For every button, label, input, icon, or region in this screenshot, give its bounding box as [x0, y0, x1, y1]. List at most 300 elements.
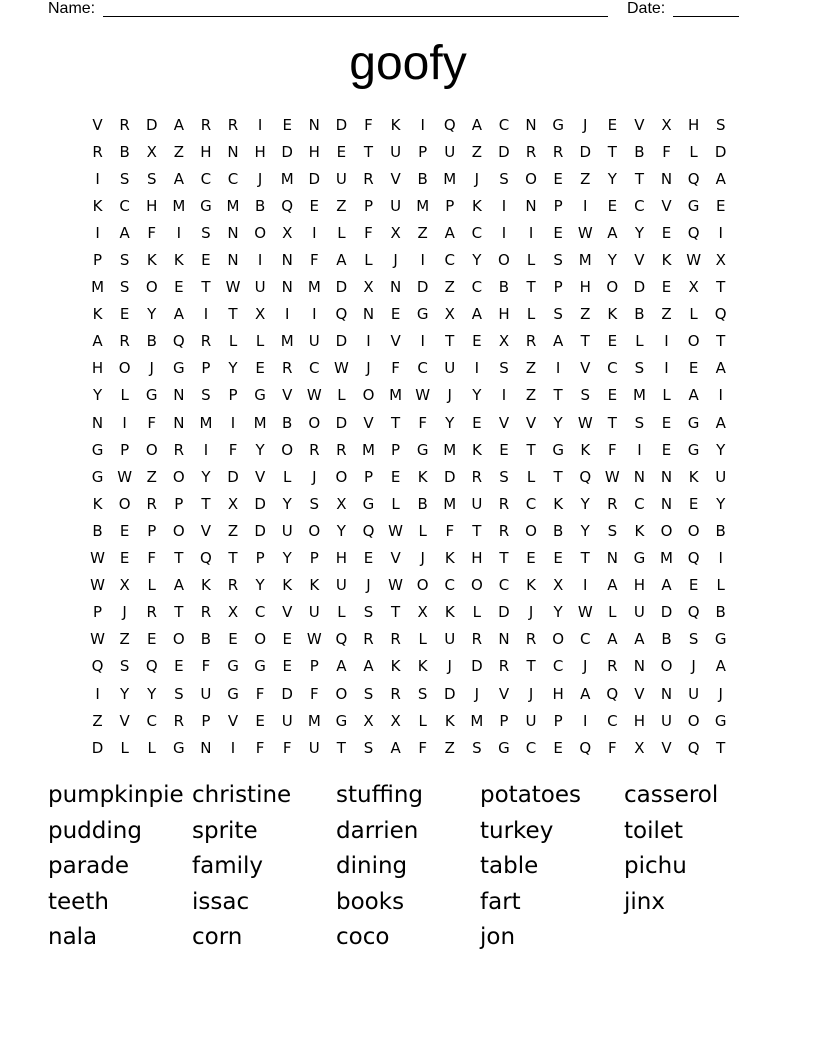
grid-letter: Z: [417, 223, 428, 242]
grid-letter: X: [146, 142, 157, 161]
grid-letter: M: [416, 196, 430, 215]
grid-letter: Z: [444, 738, 455, 757]
grid-letter: I: [420, 251, 425, 270]
grid-letter: M: [660, 549, 673, 568]
grid-letter: T: [336, 738, 346, 757]
grid-letter: Y: [607, 251, 617, 270]
grid-letter: T: [499, 549, 509, 568]
grid-letter: H: [91, 359, 104, 378]
grid-letter: P: [120, 440, 130, 459]
grid-letter: F: [391, 359, 400, 378]
grid-letter: K: [390, 115, 401, 134]
grid-letter: T: [526, 440, 536, 459]
grid-letter: T: [174, 549, 184, 568]
grid-letter: B: [417, 494, 428, 513]
grid-letter: T: [607, 413, 617, 432]
grid-letter: V: [498, 413, 510, 432]
grid-letter: V: [363, 413, 374, 432]
grid-letter: T: [390, 413, 401, 432]
grid-letter: C: [417, 359, 428, 378]
grid-letter: N: [227, 223, 239, 242]
grid-letter: N: [281, 251, 293, 270]
date-label: Date:: [627, 0, 666, 17]
grid-letter: L: [337, 386, 346, 405]
grid-letter: R: [607, 494, 618, 513]
grid-letter: S: [119, 657, 130, 676]
grid-letter: D: [471, 657, 483, 676]
grid-letter: T: [716, 738, 726, 757]
grid-letter: E: [607, 115, 618, 134]
grid-letter: Q: [172, 332, 185, 351]
grid-letter: M: [280, 169, 294, 188]
grid-letter: E: [174, 278, 184, 297]
grid-letter: A: [363, 657, 374, 676]
grid-letter: I: [230, 413, 236, 432]
grid-letter: L: [689, 305, 698, 324]
grid-letter: V: [634, 684, 645, 703]
grid-letter: R: [119, 115, 130, 134]
grid-letter: I: [420, 115, 425, 134]
grid-letter: M: [91, 278, 105, 297]
grid-letter: Q: [687, 738, 700, 757]
grid-letter: E: [255, 359, 265, 378]
grid-letter: C: [200, 169, 212, 188]
grid-letter: E: [553, 223, 563, 242]
grid-letter: A: [688, 386, 699, 405]
grid-letter: R: [200, 115, 212, 134]
grid-letter: M: [389, 386, 403, 405]
grid-letter: T: [472, 521, 482, 540]
grid-letter: U: [335, 576, 347, 595]
grid-letter: L: [689, 142, 698, 161]
grid-letter: P: [93, 603, 103, 622]
grid-letter: M: [362, 440, 375, 459]
grid-letter: P: [363, 196, 373, 215]
grid-letter: T: [553, 386, 563, 405]
grid-letter: G: [227, 684, 239, 703]
grid-letter: R: [92, 142, 103, 161]
grid-letter: P: [363, 467, 373, 486]
grid-letter: O: [308, 521, 321, 540]
grid-letter: Y: [282, 549, 292, 568]
grid-letter: B: [282, 413, 293, 432]
grid-letter: P: [93, 251, 103, 270]
grid-letter: K: [417, 657, 428, 676]
grid-letter: P: [499, 711, 509, 730]
grid-letter: B: [119, 142, 130, 161]
grid-letter: C: [634, 494, 645, 513]
grid-letter: Y: [336, 521, 346, 540]
grid-letter: A: [580, 684, 591, 703]
grid-letter: J: [366, 359, 371, 378]
grid-letter: H: [308, 142, 320, 161]
grid-letter: A: [661, 576, 672, 595]
grid-letter: Y: [716, 494, 726, 513]
grid-letter: D: [335, 115, 348, 134]
grid-letter: I: [583, 576, 588, 595]
grid-letter: J: [583, 115, 588, 134]
grid-letter: E: [336, 142, 347, 161]
grid-letter: V: [390, 549, 401, 568]
word-list-item: parade: [48, 853, 129, 879]
grid-letter: F: [255, 684, 265, 703]
grid-letter: B: [634, 142, 645, 161]
grid-letter: S: [499, 169, 509, 188]
grid-letter: Z: [146, 467, 157, 486]
grid-letter: W: [90, 549, 105, 568]
grid-letter: E: [607, 332, 618, 351]
grid-letter: H: [633, 576, 646, 595]
grid-letter: P: [553, 278, 563, 297]
grid-letter: A: [607, 630, 618, 649]
grid-letter: E: [661, 278, 672, 297]
grid-letter: B: [634, 305, 645, 324]
grid-letter: N: [308, 115, 320, 134]
grid-letter: O: [362, 386, 375, 405]
grid-letter: S: [715, 115, 726, 134]
grid-letter: D: [145, 115, 158, 134]
grid-letter: O: [525, 521, 537, 540]
word-list-item: potatoes: [480, 782, 582, 808]
grid-letter: Q: [145, 657, 158, 676]
grid-letter: E: [282, 115, 292, 134]
grid-letter: F: [418, 738, 427, 757]
grid-letter: E: [688, 494, 699, 513]
grid-letter: N: [362, 305, 375, 324]
grid-letter: O: [606, 278, 619, 297]
grid-letter: R: [227, 576, 239, 595]
grid-letter: P: [147, 521, 157, 540]
grid-letter: L: [526, 251, 536, 270]
grid-letter: Q: [335, 630, 348, 649]
grid-letter: Q: [579, 467, 592, 486]
grid-letter: K: [444, 549, 455, 568]
grid-letter: V: [390, 169, 401, 188]
grid-letter: R: [471, 467, 483, 486]
grid-letter: S: [309, 494, 320, 513]
grid-letter: U: [335, 169, 347, 188]
grid-letter: X: [390, 223, 401, 242]
grid-letter: I: [718, 549, 723, 568]
grid-letter: P: [228, 386, 238, 405]
grid-letter: Y: [255, 576, 265, 595]
grid-letter: G: [200, 196, 212, 215]
grid-letter: F: [309, 684, 319, 703]
grid-letter: H: [687, 115, 700, 134]
grid-letter: Z: [227, 521, 239, 540]
grid-letter: O: [254, 223, 267, 242]
grid-letter: K: [390, 657, 401, 676]
grid-letter: I: [284, 305, 290, 324]
grid-letter: R: [119, 332, 130, 351]
grid-letter: O: [687, 711, 700, 730]
puzzle-title: goofy: [349, 37, 467, 90]
word-list-item: christine: [192, 782, 292, 808]
grid-letter: B: [200, 630, 212, 649]
word-list-item: nala: [48, 924, 98, 950]
grid-letter: P: [445, 196, 455, 215]
grid-letter: N: [525, 115, 537, 134]
grid-letter: I: [230, 738, 236, 757]
grid-letter: Q: [281, 196, 294, 215]
grid-letter: H: [633, 711, 646, 730]
grid-letter: A: [607, 223, 618, 242]
grid-letter: E: [661, 413, 672, 432]
grid-letter: A: [173, 576, 184, 595]
grid-letter: I: [583, 711, 588, 730]
grid-letter: S: [553, 305, 563, 324]
grid-letter: O: [172, 521, 185, 540]
grid-letter: R: [525, 142, 537, 161]
grid-letter: R: [336, 440, 347, 459]
grid-letter: K: [309, 576, 320, 595]
grid-letter: A: [471, 115, 482, 134]
grid-letter: E: [282, 657, 292, 676]
grid-letter: D: [660, 603, 673, 622]
grid-letter: G: [362, 494, 375, 513]
grid-letter: G: [687, 196, 700, 215]
grid-letter: X: [417, 603, 428, 622]
grid-letter: Q: [91, 657, 104, 676]
grid-letter: S: [201, 386, 211, 405]
grid-letter: G: [687, 440, 700, 459]
grid-letter: C: [227, 169, 239, 188]
grid-letter: D: [498, 603, 510, 622]
grid-letter: J: [366, 576, 371, 595]
grid-letter: J: [122, 603, 127, 622]
grid-letter: Y: [716, 440, 726, 459]
grid-letter: P: [553, 711, 563, 730]
grid-letter: C: [552, 657, 564, 676]
grid-letter: I: [257, 115, 263, 134]
grid-letter: N: [227, 251, 239, 270]
grid-letter: D: [714, 142, 727, 161]
grid-letter: F: [282, 738, 292, 757]
grid-letter: L: [635, 332, 644, 351]
grid-letter: Y: [120, 684, 130, 703]
grid-letter: N: [660, 467, 673, 486]
grid-letter: I: [664, 332, 669, 351]
grid-letter: O: [145, 278, 158, 297]
grid-letter: P: [201, 711, 211, 730]
grid-letter: E: [688, 359, 699, 378]
grid-letter: S: [363, 684, 374, 703]
grid-letter: O: [416, 576, 429, 595]
grid-letter: K: [92, 305, 103, 324]
grid-letter: Z: [92, 711, 103, 730]
grid-letter: M: [443, 440, 457, 459]
grid-letter: K: [526, 576, 536, 595]
name-label: Name:: [48, 0, 96, 17]
grid-letter: N: [660, 684, 673, 703]
grid-letter: G: [91, 440, 104, 459]
grid-letter: P: [553, 196, 563, 215]
grid-letter: M: [632, 386, 646, 405]
grid-letter: M: [307, 711, 321, 730]
grid-letter: Q: [687, 603, 700, 622]
grid-letter: E: [553, 738, 563, 757]
grid-letter: R: [146, 494, 157, 513]
letter-grid: [84, 111, 734, 761]
grid-letter: Q: [687, 223, 700, 242]
grid-letter: O: [308, 413, 321, 432]
word-list-item: sprite: [192, 817, 258, 844]
grid-letter: K: [201, 576, 211, 595]
grid-letter: V: [282, 386, 293, 405]
grid-letter: I: [203, 305, 209, 324]
grid-letter: A: [390, 738, 401, 757]
grid-letter: S: [201, 223, 211, 242]
grid-letter: S: [634, 413, 645, 432]
grid-letter: I: [95, 169, 100, 188]
grid-letter: L: [418, 521, 427, 540]
grid-letter: A: [607, 576, 618, 595]
grid-letter: D: [335, 413, 348, 432]
grid-letter: Y: [472, 386, 482, 405]
grid-letter: T: [634, 169, 644, 188]
grid-letter: K: [444, 603, 455, 622]
grid-letter: W: [117, 467, 133, 486]
grid-letter: G: [335, 711, 348, 730]
grid-letter: L: [120, 386, 129, 405]
grid-letter: S: [146, 169, 157, 188]
grid-letter: T: [228, 305, 238, 324]
grid-letter: C: [607, 359, 618, 378]
grid-letter: S: [607, 521, 618, 540]
grid-letter: E: [146, 630, 157, 649]
grid-letter: I: [583, 196, 588, 215]
grid-letter: E: [174, 657, 184, 676]
grid-letter: C: [146, 711, 157, 730]
grid-letter: C: [119, 196, 130, 215]
grid-letter: H: [498, 305, 510, 324]
grid-letter: G: [633, 549, 646, 568]
grid-letter: C: [309, 359, 320, 378]
grid-letter: P: [201, 359, 211, 378]
grid-letter: V: [661, 196, 672, 215]
grid-letter: M: [199, 413, 213, 432]
grid-letter: P: [309, 657, 319, 676]
grid-letter: U: [308, 738, 320, 757]
grid-letter: T: [580, 549, 590, 568]
grid-letter: K: [661, 251, 672, 270]
grid-letter: O: [660, 657, 673, 676]
grid-letter: S: [174, 684, 184, 703]
grid-letter: R: [552, 142, 564, 161]
grid-letter: K: [173, 251, 184, 270]
grid-letter: C: [444, 576, 455, 595]
word-list: [48, 778, 768, 956]
grid-letter: Z: [444, 278, 455, 297]
grid-letter: E: [309, 196, 320, 215]
grid-letter: C: [471, 223, 483, 242]
grid-letter: S: [688, 630, 699, 649]
grid-letter: A: [119, 223, 130, 242]
grid-letter: Y: [92, 386, 103, 405]
grid-letter: R: [525, 332, 537, 351]
grid-letter: C: [498, 576, 510, 595]
grid-letter: N: [498, 630, 510, 649]
grid-letter: G: [498, 738, 510, 757]
grid-letter: F: [147, 223, 157, 242]
grid-letter: I: [501, 196, 507, 215]
grid-letter: H: [552, 684, 564, 703]
grid-letter: Y: [201, 467, 211, 486]
grid-letter: N: [200, 738, 212, 757]
grid-letter: P: [391, 440, 401, 459]
grid-letter: R: [498, 521, 510, 540]
grid-letter: D: [281, 142, 293, 161]
grid-letter: Q: [443, 115, 456, 134]
grid-letter: U: [308, 603, 320, 622]
grid-letter: S: [363, 738, 374, 757]
grid-letter: T: [526, 657, 536, 676]
grid-letter: L: [255, 332, 265, 351]
grid-letter: Q: [200, 549, 212, 568]
grid-letter: E: [553, 169, 563, 188]
grid-letter: D: [633, 278, 646, 297]
grid-letter: K: [580, 440, 591, 459]
grid-letter: Q: [606, 684, 619, 703]
grid-letter: N: [660, 494, 673, 513]
grid-letter: U: [688, 684, 700, 703]
grid-letter: U: [444, 630, 456, 649]
grid-letter: R: [498, 657, 510, 676]
grid-letter: G: [254, 386, 266, 405]
grid-letter: B: [715, 521, 726, 540]
grid-letter: G: [714, 630, 727, 649]
grid-letter: Y: [607, 169, 617, 188]
word-list-item: corn: [192, 924, 243, 950]
word-list-item: teeth: [48, 888, 109, 915]
grid-letter: L: [147, 738, 156, 757]
grid-letter: F: [445, 521, 455, 540]
grid-letter: V: [282, 603, 293, 622]
grid-letter: A: [634, 630, 645, 649]
grid-letter: U: [444, 142, 456, 161]
grid-letter: U: [471, 494, 483, 513]
grid-letter: M: [443, 494, 457, 513]
grid-letter: T: [201, 278, 211, 297]
grid-letter: L: [228, 332, 238, 351]
grid-letter: Z: [580, 169, 591, 188]
grid-letter: Y: [282, 494, 292, 513]
grid-letter: X: [634, 738, 645, 757]
grid-letter: V: [200, 521, 212, 540]
grid-letter: I: [664, 359, 669, 378]
grid-letter: L: [526, 305, 536, 324]
grid-letter: A: [336, 657, 347, 676]
grid-letter: R: [363, 630, 374, 649]
grid-letter: S: [363, 603, 374, 622]
grid-letter: G: [145, 386, 158, 405]
grid-letter: F: [364, 115, 373, 134]
grid-letter: E: [661, 223, 672, 242]
grid-letter: D: [335, 332, 348, 351]
grid-letter: E: [201, 251, 211, 270]
grid-letter: S: [580, 386, 590, 405]
grid-letter: N: [91, 413, 104, 432]
grid-letter: U: [525, 711, 537, 730]
grid-letter: O: [335, 684, 348, 703]
grid-letter: R: [173, 711, 185, 730]
grid-letter: K: [146, 251, 157, 270]
grid-letter: R: [390, 684, 401, 703]
worksheet-header: [48, 0, 748, 20]
grid-letter: B: [146, 332, 157, 351]
grid-letter: S: [553, 251, 563, 270]
grid-letter: Y: [553, 603, 563, 622]
